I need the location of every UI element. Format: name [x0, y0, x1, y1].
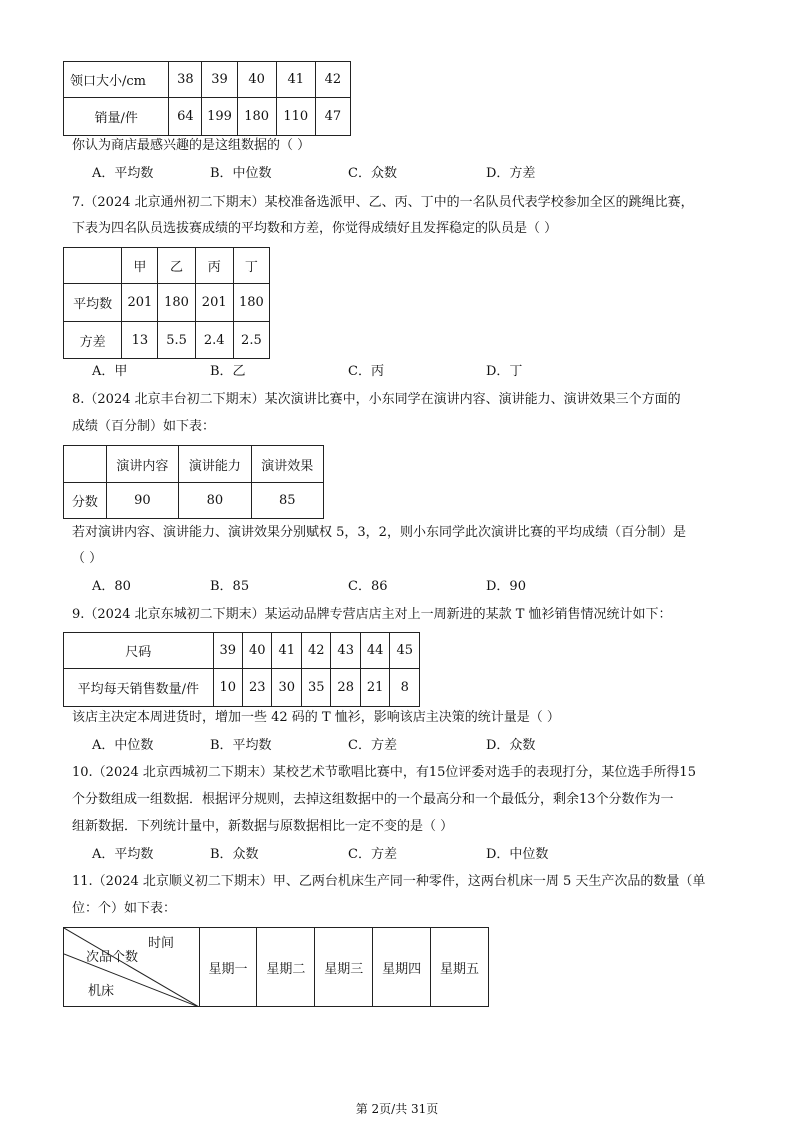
header-label-defects: 次品个数 — [86, 950, 139, 965]
question-10-line-3: 组新数据．下列统计量中，新数据与原数据相比一定不变的是（ ） — [72, 819, 454, 834]
table-cell: 21 — [360, 669, 389, 707]
question-6-stem: 你认为商店最感兴趣的是这组数据的（ ） — [72, 138, 311, 153]
table-cell: 星期三 — [315, 928, 373, 1007]
question-11-line-2: 位：个）如下表： — [72, 901, 177, 916]
table-cell: 丙 — [195, 248, 233, 284]
table-cell: 2.4 — [195, 322, 233, 359]
table-cell: 5.5 — [158, 322, 195, 359]
question-10-options — [92, 846, 712, 864]
table-cell: 销量/件 — [64, 98, 169, 136]
table-cell: 90 — [106, 483, 178, 519]
diagonal-lines — [64, 928, 199, 1007]
option-b[interactable]: B．平均数 — [210, 738, 272, 753]
table-cell: 乙 — [158, 248, 195, 284]
table-row — [64, 248, 270, 284]
table-cell: 45 — [390, 633, 420, 669]
table-cell: 41 — [276, 62, 315, 98]
question-8-table — [63, 445, 324, 519]
question-9-line-2: 该店主决定本周进货时，增加一些 42 码的 T 恤衫，影响该店主决策的统计量是（ ） — [72, 710, 560, 725]
question-7-line-2: 下表为四名队员选拔赛成绩的平均数和方差，你觉得成绩好且发挥稳定的队员是（ ） — [72, 221, 558, 236]
option-d[interactable]: D．众数 — [486, 738, 536, 753]
table-cell: 8 — [390, 669, 420, 707]
table-cell: 42 — [315, 62, 350, 98]
collar-size-table — [63, 61, 351, 136]
table-cell: 30 — [272, 669, 301, 707]
table-row — [64, 62, 351, 98]
table-cell: 41 — [272, 633, 301, 669]
table-cell: 星期二 — [257, 928, 315, 1007]
option-d[interactable]: D．90 — [486, 579, 526, 594]
table-cell: 35 — [301, 669, 330, 707]
option-a[interactable]: A．中位数 — [92, 738, 154, 753]
option-c[interactable]: C．众数 — [348, 166, 397, 181]
table-cell: 64 — [169, 98, 202, 136]
table-cell: 28 — [331, 669, 360, 707]
option-b[interactable]: B．85 — [210, 579, 250, 594]
option-b[interactable]: B．众数 — [210, 847, 259, 862]
table-cell: 110 — [276, 98, 315, 136]
question-10-line-1: 10.（2024 北京西城初二下期末）某校艺术节歌唱比赛中，有15位评委对选手的表现打分，某位选手所得15 — [72, 765, 696, 780]
table-cell: 2.5 — [233, 322, 269, 359]
table-cell: 38 — [169, 62, 202, 98]
table-cell: 40 — [243, 633, 272, 669]
option-a[interactable]: A．80 — [92, 579, 131, 594]
table-cell: 180 — [237, 98, 276, 136]
table-cell: 甲 — [122, 248, 158, 284]
table-cell: 80 — [179, 483, 251, 519]
table-row — [64, 633, 420, 669]
table-cell: 180 — [233, 284, 269, 322]
question-8-line-2: 成绩（百分制）如下表： — [72, 419, 216, 434]
table-cell: 23 — [243, 669, 272, 707]
question-8-line-4: （ ） — [72, 551, 103, 566]
table-cell: 85 — [251, 483, 323, 519]
table-cell: 尺码 — [64, 633, 214, 669]
table-row — [64, 322, 270, 359]
table-row — [64, 483, 324, 519]
table-cell — [64, 446, 107, 483]
table-cell: 201 — [195, 284, 233, 322]
question-11-table — [63, 927, 489, 1007]
option-d[interactable]: D．丁 — [486, 364, 523, 379]
table-cell: 201 — [122, 284, 158, 322]
table-cell: 星期五 — [431, 928, 489, 1007]
table-cell: 42 — [301, 633, 330, 669]
page-footer: 第 2页/共 31页 — [355, 1102, 439, 1116]
table-cell: 43 — [331, 633, 360, 669]
option-b[interactable]: B．乙 — [210, 364, 246, 379]
table-cell: 平均数 — [64, 284, 122, 322]
table-cell: 方差 — [64, 322, 122, 359]
table-cell: 平均每天销售数量/件 — [64, 669, 214, 707]
table-cell: 40 — [237, 62, 276, 98]
question-7-table — [63, 247, 270, 359]
table-cell: 39 — [202, 62, 237, 98]
option-b[interactable]: B．中位数 — [210, 166, 272, 181]
option-c[interactable]: C．方差 — [348, 847, 397, 862]
question-8-line-1: 8.（2024 北京丰台初二下期末）某次演讲比赛中，小东同学在演讲内容、演讲能力、演讲效果三个方面的 — [72, 392, 681, 407]
table-cell: 39 — [213, 633, 242, 669]
table-cell: 星期一 — [199, 928, 257, 1007]
table-cell: 星期四 — [373, 928, 431, 1007]
option-a[interactable]: A．甲 — [92, 364, 128, 379]
question-9-table — [63, 632, 420, 707]
table-cell: 199 — [202, 98, 237, 136]
table-cell: 分数 — [64, 483, 107, 519]
table-row — [64, 669, 420, 707]
table-row — [64, 928, 489, 1007]
option-d[interactable]: D．方差 — [486, 166, 536, 181]
option-d[interactable]: D．中位数 — [486, 847, 549, 862]
question-8-line-3: 若对演讲内容、演讲能力、演讲效果分别赋权 5，3，2，则小东同学此次演讲比赛的平均成绩（百分制）是 — [72, 525, 686, 540]
option-c[interactable]: C．丙 — [348, 364, 384, 379]
header-label-machine: 机床 — [88, 984, 115, 999]
table-cell: 演讲内容 — [106, 446, 178, 483]
question-9-line-1: 9.（2024 北京东城初二下期末）某运动品牌专营店店主对上一周新进的某款 T 恤衫销售情况统计如下： — [72, 607, 672, 622]
table-row — [64, 446, 324, 483]
option-c[interactable]: C．86 — [348, 579, 388, 594]
question-10-line-2: 个分数组成一组数据．根据评分规则，去掉这组数据中的一个最高分和一个最低分，剩余13个分数作为一 — [72, 792, 674, 807]
question-7-line-1: 7.（2024 北京通州初二下期末）某校准备选派甲、乙、丙、丁中的一名队员代表学校参加全区的跳绳比赛， — [72, 195, 694, 210]
table-cell: 演讲能力 — [179, 446, 251, 483]
table-cell: 180 — [158, 284, 195, 322]
table-row — [64, 98, 351, 136]
table-row — [64, 284, 270, 322]
option-a[interactable]: A．平均数 — [92, 847, 154, 862]
question-6-options — [92, 165, 712, 183]
table-cell — [64, 248, 122, 284]
table-cell: 领口大小/cm — [64, 62, 169, 98]
question-7-options — [92, 363, 712, 381]
option-c[interactable]: C．方差 — [348, 738, 397, 753]
table-cell: 47 — [315, 98, 350, 136]
table-cell: 丁 — [233, 248, 269, 284]
header-label-time: 时间 — [148, 936, 175, 951]
table-cell: 44 — [360, 633, 389, 669]
table-cell: 13 — [122, 322, 158, 359]
question-9-options — [92, 737, 712, 755]
table-cell: 演讲效果 — [251, 446, 323, 483]
question-11-line-1: 11.（2024 北京顺义初二下期末）甲、乙两台机床生产同一种零件，这两台机床一周 5 天生产次品的数量（单 — [72, 874, 706, 889]
option-a[interactable]: A．平均数 — [92, 166, 154, 181]
diagonal-header-cell — [64, 928, 200, 1007]
question-8-options — [92, 578, 712, 596]
table-cell: 10 — [213, 669, 242, 707]
